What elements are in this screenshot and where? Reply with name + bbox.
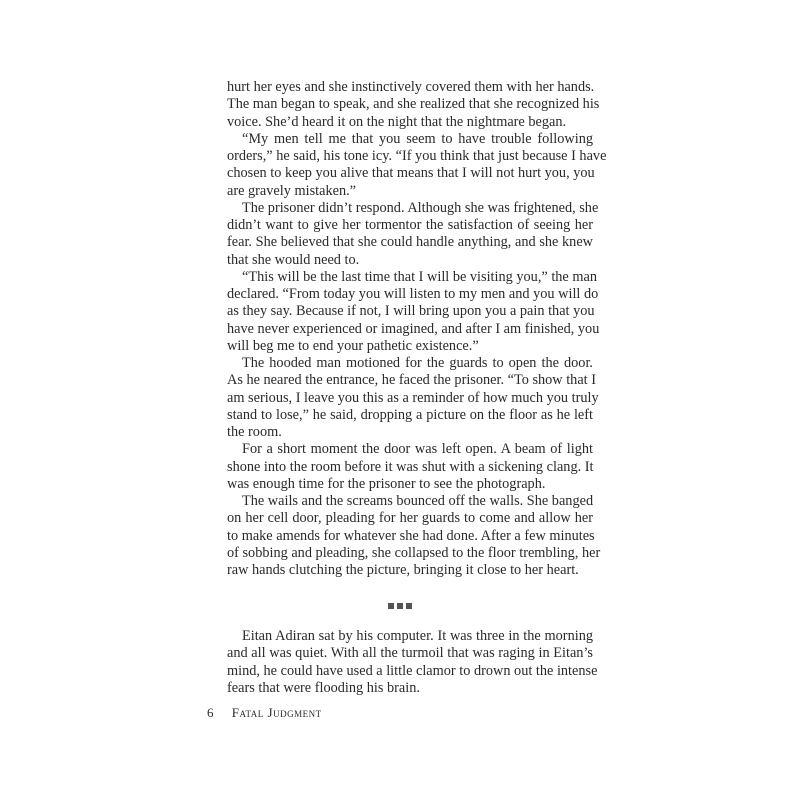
paragraph <box>227 79 600 131</box>
text-line: voice. She’d heard it on the night that the nightmare began. <box>227 113 567 130</box>
text-line: fears that were flooding his brain. <box>227 679 420 696</box>
text-line: “My men tell me that you seem to have trouble following <box>242 130 593 147</box>
page-footer <box>207 705 322 721</box>
paragraph <box>227 199 599 269</box>
text-line: and all was quiet. With all the turmoil that was raging in Eitan’s <box>227 645 593 662</box>
text-line: The wails and the screams bounced off the walls. She banged <box>242 493 594 509</box>
text-line: on her cell door, pleading for her guards to come and allow her <box>227 510 593 527</box>
paragraph <box>227 441 593 493</box>
text-line: The man began to speak, and she realized that she recognized his <box>227 96 600 113</box>
text-line: will beg me to end your pathetic existence.” <box>227 337 479 354</box>
text-line: As he neared the entrance, he faced the prisoner. “To show that I <box>227 372 596 389</box>
section-break-square-icon <box>388 603 394 609</box>
text-line: orders,” he said, his tone icy. “If you think that just because I have <box>227 148 607 164</box>
section-break <box>0 596 800 614</box>
body-text-before-break <box>227 79 607 579</box>
text-line: are gravely mistaken.” <box>227 182 357 199</box>
text-line: was enough time for the prisoner to see the photograph. <box>227 475 546 492</box>
text-line: hurt her eyes and she instinctively covered them with her hands. <box>227 79 595 95</box>
paragraph <box>227 628 598 697</box>
text-line: didn’t want to give her tormentor the satisfaction of seeing her <box>227 217 593 233</box>
section-break-square-icon <box>406 603 412 609</box>
text-line: The prisoner didn’t respond. Although she was frightened, she <box>242 199 599 216</box>
paragraph <box>227 268 600 355</box>
text-line: as they say. Because if not, I will bring upon you a pain that you <box>227 303 595 320</box>
text-line: declared. “From today you will listen to my men and you will do <box>227 286 599 302</box>
paragraph <box>227 493 601 579</box>
text-line: that she would need to. <box>227 251 360 268</box>
text-line: of sobbing and pleading, she collapsed to the floor trembling, her <box>227 544 601 561</box>
text-line: have never experienced or imagined, and after I am finished, you <box>227 320 600 337</box>
text-line: “This will be the last time that I will be visiting you,” the man <box>242 268 597 285</box>
text-line: fear. She believed that she could handle anything, and she knew <box>227 234 593 251</box>
text-line: Eitan Adiran sat by his computer. It was three in the morning <box>242 628 593 644</box>
text-line: am serious, I leave you this as a reminder of how much you truly <box>227 389 599 406</box>
text-line: For a short moment the door was left open. A beam of light <box>242 441 593 458</box>
running-title: Fatal Judgment <box>231 705 322 720</box>
text-line: chosen to keep you alive that means that I will not hurt you, you <box>227 165 595 182</box>
text-line: to make amends for whatever she had done. After a few minutes <box>227 527 595 544</box>
section-break-square-icon <box>397 603 403 609</box>
paragraph <box>227 355 599 441</box>
body-text-after-break <box>227 628 598 697</box>
text-line: the room. <box>227 424 282 440</box>
text-line: The hooded man motioned for the guards to open the door. <box>242 355 593 371</box>
page-number: 6 <box>207 705 214 720</box>
text-line: shone into the room before it was shut with a sickening clang. It <box>227 458 594 475</box>
text-line: raw hands clutching the picture, bringing it close to her heart. <box>227 562 579 578</box>
text-line: mind, he could have used a little clamor to drown out the intense <box>227 662 598 679</box>
paragraph <box>227 130 607 200</box>
text-line: stand to lose,” he said, dropping a picture on the floor as he left <box>227 406 593 423</box>
